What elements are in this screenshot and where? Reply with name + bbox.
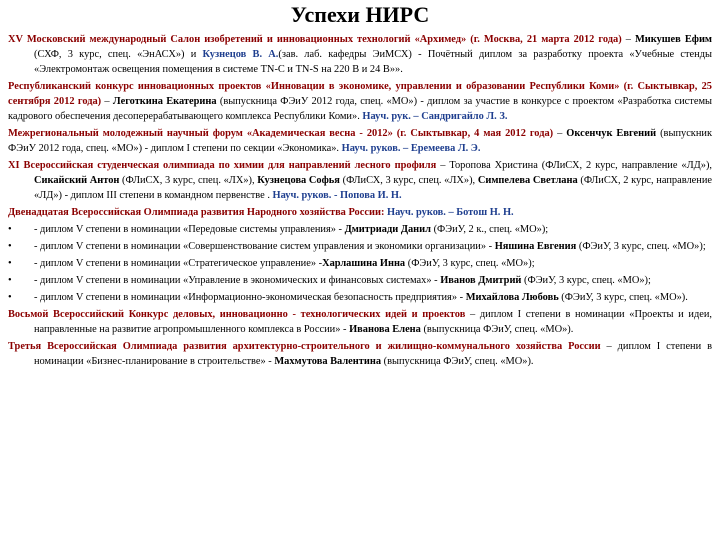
text: (ФЭиУ, 3 курс, спец. «МО»). bbox=[558, 292, 688, 303]
staff-name: Кузнецов В. А. bbox=[202, 49, 279, 60]
text: (СХФ, 3 курс, спец. «ЭнАСХ») и bbox=[34, 49, 203, 60]
text: (зав. лаб. кафедры ЭиМСХ) - Почётный диплом за разработку проекта «Учебные стенды «Электромонтаж освещения помещения в системе TN-C и TN-S на 220 В и 24 В»». bbox=[34, 49, 712, 75]
student-name: Леготкина Екатерина bbox=[112, 96, 217, 107]
bullet-icon: • bbox=[8, 224, 12, 235]
bullet-item bbox=[8, 222, 712, 237]
text: - диплом V степени в номинации «Информационно-экономическая безопасность предприятия» - bbox=[34, 292, 466, 303]
achievements-list bbox=[8, 32, 712, 369]
student-name: Дмитриади Данил bbox=[344, 224, 431, 235]
bullet-icon: • bbox=[8, 241, 12, 252]
achievement-business-ideas bbox=[8, 307, 712, 337]
supervisor: Науч. руков. – Ботош Н. Н. bbox=[387, 207, 514, 218]
bullet-item bbox=[8, 239, 712, 254]
bullet-icon: • bbox=[8, 275, 12, 286]
student-name: Оксенчук Евгений bbox=[566, 128, 657, 139]
event-title: Двенадцатая Всероссийская Олимпиада развития Народного хозяйства России: bbox=[8, 207, 388, 218]
text: (ФЛиСХ, 3 курс, спец. «ЛХ»), bbox=[119, 175, 258, 186]
separator: – bbox=[621, 34, 635, 45]
page-title: Успехи НИРС bbox=[290, 2, 430, 27]
event-title: XI Всероссийская студенческая олимпиада по химии для направлений лесного профиля bbox=[8, 160, 437, 171]
separator: – bbox=[465, 309, 480, 320]
student-name: Иванов Дмитрий bbox=[440, 275, 522, 286]
text: Торопова Христина (ФЛиСХ, 2 курс, направление «ЛД»), bbox=[449, 160, 713, 171]
text: (выпускница ФЭиУ, спец. «МО»). bbox=[381, 356, 534, 367]
supervisor: Науч. рук. – Сандригайло Л. З. bbox=[362, 111, 508, 122]
student-name: Няшина Евгения bbox=[494, 241, 577, 252]
text: - диплом V степени в номинации «Стратегическое управление» - bbox=[34, 258, 323, 269]
achievement-construction-olympiad bbox=[8, 339, 712, 369]
text: (ФЭиУ, 3 курс, спец. «МО»); bbox=[405, 258, 535, 269]
achievement-innovations-komi bbox=[8, 79, 712, 124]
bullet-item bbox=[8, 273, 712, 288]
achievement-archimedes bbox=[8, 32, 712, 77]
text: (выпускник ФЭиУ 2012 года, спец. «МО») - диплом I степени по секции «Экономика». bbox=[8, 128, 713, 154]
bullet-item bbox=[8, 256, 712, 271]
text: (выпускница ФЭиУ, спец. «МО»). bbox=[420, 324, 574, 335]
text: - диплом V степени в номинации «Совершенствование систем управления и экономики организации» - bbox=[34, 241, 495, 252]
supervisor: Науч. руков. – Еремеева Л. Э. bbox=[341, 143, 481, 154]
text: (ФЛиСХ, 3 курс, спец. «ЛХ»), bbox=[339, 175, 478, 186]
student-name: Иванова Елена bbox=[349, 324, 421, 335]
student-name: Харлашина Инна bbox=[322, 258, 406, 269]
bullet-item bbox=[8, 290, 712, 305]
separator: – bbox=[553, 128, 567, 139]
supervisor: Науч. руков. - Попова И. Н. bbox=[272, 190, 402, 201]
separator: – bbox=[436, 160, 450, 171]
student-name: Симпелева Светлана bbox=[477, 175, 578, 186]
event-title: XV Московский международный Салон изобретений и инновационных технологий «Архимед» (г. Москва, 21 марта 2012 года) bbox=[8, 34, 622, 45]
event-title: Восьмой Всероссийский Конкурс деловых, инновационно - технологических идей и проектов bbox=[8, 309, 466, 320]
separator: – bbox=[600, 341, 618, 352]
text: (ФЭиУ, 2 к., спец. «МО»); bbox=[430, 224, 549, 235]
student-name: Михайлова Любовь bbox=[465, 292, 559, 303]
text: диплом I степени в номинации «Бизнес-планирование в строительстве» - bbox=[34, 341, 713, 367]
student-name: Кузнецова Софья bbox=[257, 175, 340, 186]
text: - диплом V степени в номинации «Передовые системы управления» - bbox=[34, 224, 345, 235]
text: (ФЭиУ, 3 курс, спец. «МО»); bbox=[576, 241, 706, 252]
text: (выпускница ФЭиУ 2012 года, спец. «МО») - диплом за участие в конкурсе с проектом «Разработка системы кадрового обеспечения десоперерабатывающего комплекса Республики Коми». bbox=[8, 96, 712, 122]
event-title: Третья Всероссийская Олимпиада развития архитектурно-строительного и жилищно-коммунального хозяйства России bbox=[8, 341, 601, 352]
achievement-economy-olympiad bbox=[8, 205, 712, 220]
achievement-chemistry-olympiad bbox=[8, 158, 712, 203]
achievement-academic-spring bbox=[8, 126, 712, 156]
student-name: Сикайский Антон bbox=[34, 175, 120, 186]
text: диплом I степени в номинации «Проекты и идеи, направленные на развитие агропромышленного комплекса в России» - bbox=[34, 309, 713, 335]
event-title: Республиканский конкурс инновационных проектов «Инновации в экономике, управлении и образовании Республики Коми» (г. Сыктывкар, 25 сентября 2012 года) bbox=[8, 81, 712, 107]
bullet-icon: • bbox=[8, 258, 12, 269]
text: (ФЭиУ, 3 курс, спец. «МО»); bbox=[521, 275, 651, 286]
separator: – bbox=[101, 96, 113, 107]
bullet-icon: • bbox=[8, 292, 12, 303]
text: - диплом V степени в номинации «Управление в экономических и финансовых системах» - bbox=[34, 275, 441, 286]
student-name: Микушев Ефим bbox=[634, 34, 713, 45]
event-title: Межрегиональный молодежный научный форум «Академическая весна - 2012» (г. Сыктывкар, 4 мая 2012 года) bbox=[8, 128, 554, 139]
text: (ФЛиСХ, 2 курс, направление «ЛД») - диплом III степени в командном первенстве . bbox=[34, 175, 713, 201]
student-name: Махмутова Валентина bbox=[274, 356, 382, 367]
